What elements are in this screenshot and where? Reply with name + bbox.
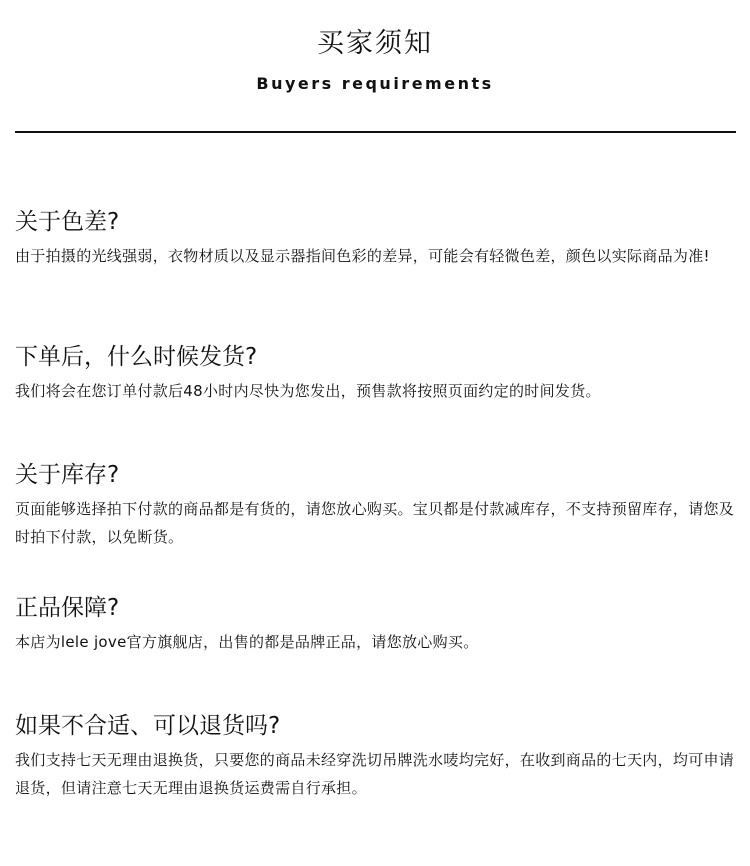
section-answer: 本店为lele jove官方旗舰店，出售的都是品牌正品，请您放心购买。 — [15, 633, 479, 651]
section-question: 关于色差? — [15, 209, 120, 235]
section-answer: 由于拍摄的光线强弱，衣物材质以及显示器指间色彩的差异，可能会有轻微色差，颜色以实际商品为准! — [15, 247, 710, 265]
section-question: 正品保障? — [15, 595, 120, 621]
page-title: 买家须知 — [317, 28, 433, 59]
section-answer: 我们支持七天无理由退换货，只要您的商品未经穿洗切吊牌洗水唛均完好，在收到商品的七天内，均可申请退货，但请注意七天无理由退换货运费需自行承担。 — [15, 751, 735, 797]
section-color-difference — [15, 206, 737, 270]
header-divider — [15, 131, 736, 133]
section-shipping-time — [15, 341, 737, 405]
section-authenticity — [15, 592, 737, 656]
section-returns — [15, 710, 737, 802]
section-question: 关于库存? — [15, 462, 120, 488]
section-answer: 页面能够选择拍下付款的商品都是有货的，请您放心购买。宝贝都是付款减库存，不支持预留库存，请您及时拍下付款，以免断货。 — [15, 500, 735, 546]
section-question: 如果不合适、可以退货吗? — [15, 713, 281, 739]
section-stock — [15, 459, 737, 551]
page-subtitle: Buyers requirements — [256, 74, 494, 93]
section-answer: 我们将会在您订单付款后48小时内尽快为您发出，预售款将按照页面约定的时间发货。 — [15, 382, 601, 400]
section-question: 下单后，什么时候发货? — [15, 344, 258, 370]
